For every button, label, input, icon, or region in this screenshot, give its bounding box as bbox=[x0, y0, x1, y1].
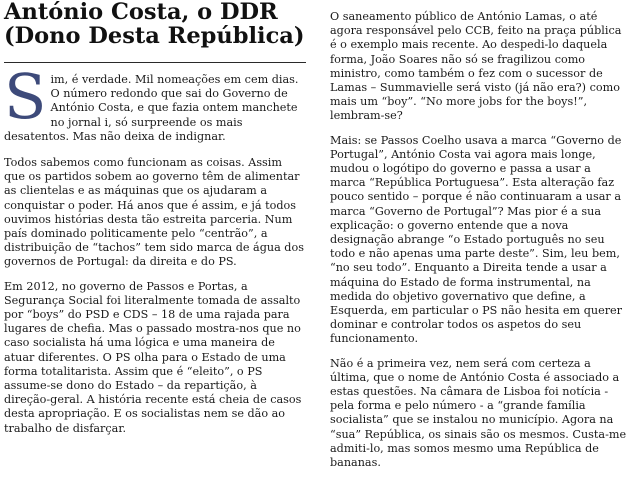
body-paragraph: Mais: se Passos Coelho usava a marca “Governo de Portugal”, António Costa vai agora mais longe, mudou o logótipo do governo e passa a usar a marca “República Portuguesa”. Esta alteração faz pouco sentido – porque é não continuaram a usar a marca “Governo de Portugal”? Mas pior é a sua explicação: o governo entende que a nova designação abrange “o Estado português no seu todo e não apenas uma parte deste”. Sim, leu bem, “no seu todo”. Enquanto a Direita tende a usar a máquina do Estado de forma instrumental, na medida do objetivo governativo que define, a Esquerda, em particular o PS não hesita em querer dominar e controlar todos os aspetos do seu funcionamento. bbox=[330, 133, 623, 346]
body-paragraph: Não é a primeira vez, nem será com certeza a última, que o nome de António Costa é associado a estas questões. Na câmara de Lisboa foi notícia - pela forma e pelo número - a “grande família socialista” que se instalou no município. Agora na “sua” República, os sinais são os mesmos. Custa-me admiti-lo, mas somos mesmo uma República de bananas. bbox=[330, 356, 627, 470]
body-paragraph: O saneamento público de António Lamas, o até agora responsável pelo CCB, feito na praça pública é o exemplo mais recente. Ao despedi-lo daquela forma, João Soares não só se fragilizou como ministro, como também o fez com o sucessor de Lamas – Summavielle será visto (já não era?) como mais um “boy”. “No more jobs for the boys!”, lembram-se? bbox=[330, 10, 622, 123]
dropcap: S bbox=[4, 60, 47, 133]
lead-text: im, é verdade. Mil nomeações em cem dias. O número redondo que sai do Governo de António Costa, e que fazia ontem manchete no jornal i, só surpreende os mais desatentos. Mas não deixa de indignar. bbox=[4, 73, 299, 143]
article-title: António Costa, o DDR (Dono Desta República) bbox=[4, 0, 305, 49]
left-column bbox=[4, 0, 306, 446]
body-paragraph: Em 2012, no governo de Passos e Portas, a Segurança Social foi literalmente tomada de assalto por “boys” do PSD e CDS – 18 de uma rajada para lugares de chefia. Mas o passado mostra-nos que no caso socialista há uma lógica e uma maneira de atuar diferentes. O PS olha para o Estado de uma forma totalitarista. Assim que é “eleito”, o PS assume-se dono do Estado – da repartição, à direção-geral. A história recente está cheia de casos desta apropriação. E os socialistas nem se dão ao trabalho de disfarçar. bbox=[4, 279, 302, 435]
body-paragraph: Todos sabemos como funcionam as coisas. Assim que os partidos sobem ao governo têm de alimentar as clientelas e as máquinas que os ajudaram a conquistar o poder. Há anos que é assim, e já todos ouvimos histórias desta tão estreita parceria. Num país dominado politicamente pelo “centrão”, a distribuição de “tachos” tem sido marca de água dos governos de Portugal: da direita e do PS. bbox=[4, 156, 304, 269]
title-divider bbox=[4, 62, 306, 63]
lead-paragraph bbox=[4, 60, 306, 144]
right-column bbox=[330, 10, 628, 480]
